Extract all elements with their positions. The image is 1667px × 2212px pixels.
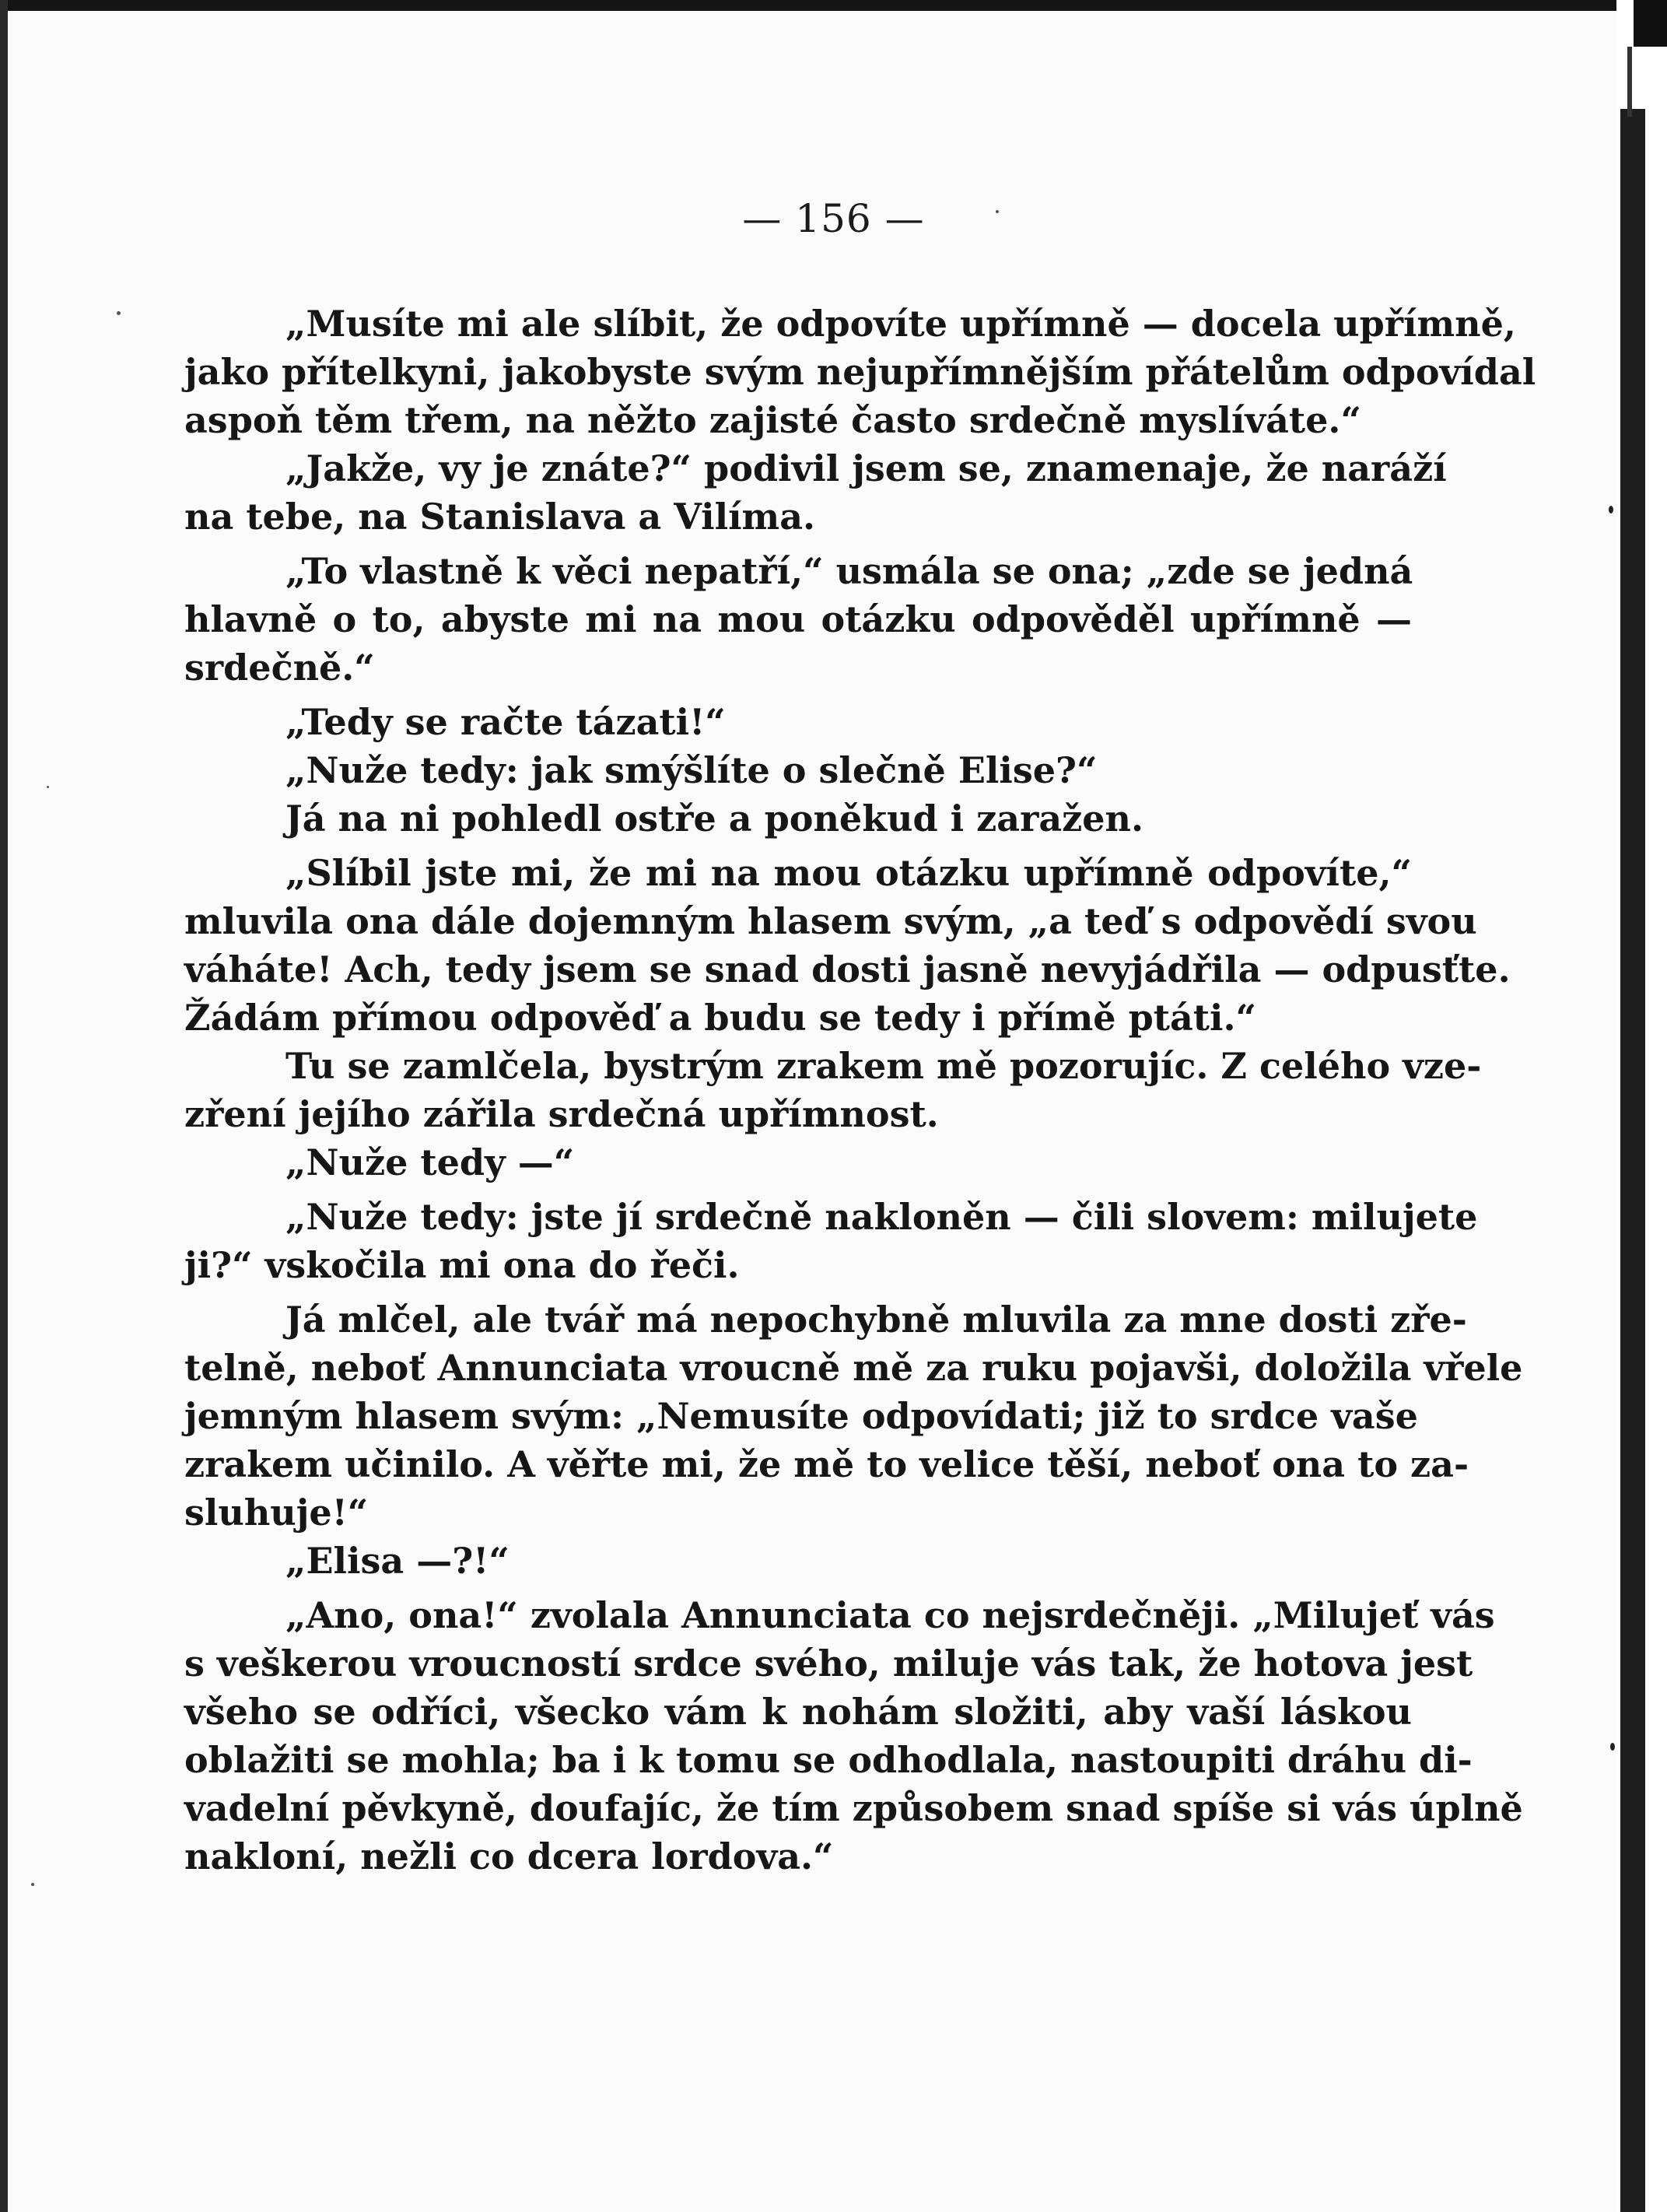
text-line: „Nuže tedy: jste jí srdečně nakloněn — čili slovem: milujete <box>285 1196 1478 1238</box>
text-line: „Ano, ona!“ zvolala Annunciata co nejsrdečněji. „Milujeť vás <box>285 1594 1495 1636</box>
page-number: — 156 — <box>742 196 925 241</box>
text-line: s veškerou vroucností srdce svého, miluje vás tak, že hotova jest <box>184 1642 1473 1684</box>
scan-border-right <box>1620 109 1645 2212</box>
text-line: „Elisa —?!“ <box>285 1540 510 1582</box>
text-line: sluhuje!“ <box>184 1492 369 1534</box>
text-line: vadelní pěvkyně, doufajíc, že tím způsobem snad spíše si vás úplně <box>184 1787 1523 1829</box>
text-line: Já mlčel, ale tvář má nepochybně mluvila za mne dosti zře- <box>285 1299 1467 1341</box>
text-line: Já na ni pohledl ostře a poněkud i zaražen. <box>285 798 1143 840</box>
text-line: oblažiti se mohla; ba i k tomu se odhodlala, nastoupiti dráhu di- <box>184 1739 1473 1781</box>
text-line: Žádám přímou odpověď a budu se tedy i přímě ptáti.“ <box>184 997 1256 1039</box>
text-line: „Musíte mi ale slíbit, že odpovíte upřímně — docela upřímně, <box>285 303 1516 345</box>
paper-speck <box>1609 506 1613 514</box>
text-line: hlavně o to, abyste mi na mou otázku odpověděl upřímně — <box>184 598 1412 640</box>
text-line: „Jakže, vy je znáte?“ podivil jsem se, znamenaje, že naráží <box>285 447 1447 489</box>
text-line: na tebe, na Stanislava a Vilíma. <box>184 496 816 538</box>
paper-speck <box>1610 1743 1615 1751</box>
body-text <box>184 300 1536 1881</box>
scan-border-top <box>0 0 1667 11</box>
scan-border-corner <box>1634 0 1667 47</box>
text-line: aspoň těm třem, na něžto zajisté často srdečně myslíváte.“ <box>184 399 1361 441</box>
text-line: nakloní, nežli co dcera lordova.“ <box>184 1835 834 1877</box>
text-line: „Nuže tedy —“ <box>285 1141 575 1183</box>
text-line: jako přítelkyni, jakobyste svým nejupřímnějším přátelům odpovídal <box>184 351 1536 393</box>
paper-speck <box>47 786 49 788</box>
paper-speck <box>117 311 121 315</box>
text-line: „Slíbil jste mi, že mi na mou otázku upřímně odpovíte,“ <box>285 852 1412 894</box>
text-line: váháte! Ach, tedy jsem se snad dosti jasně nevyjádřila — odpusťte. <box>184 948 1511 990</box>
scan-border-tick <box>1627 47 1632 117</box>
paper-speck <box>31 1883 34 1886</box>
text-line: Tu se zamlčela, bystrým zrakem mě pozorujíc. Z celého vze- <box>285 1045 1482 1087</box>
text-line: ji?“ vskočila mi ona do řeči. <box>184 1244 740 1286</box>
text-line: telně, neboť Annunciata vroucně mě za ruku pojavši, doložila vřele <box>184 1347 1523 1389</box>
text-line: mluvila ona dále dojemným hlasem svým, „a teď s odpovědí svou <box>184 900 1477 942</box>
text-line: srdečně.“ <box>184 647 375 689</box>
text-line: všeho se odříci, všecko vám k nohám složiti, aby vaší láskou <box>184 1691 1412 1733</box>
text-line: „Nuže tedy: jak smýšlíte o slečně Elise?“ <box>285 749 1098 791</box>
text-line: „To vlastně k věci nepatří,“ usmála se ona; „zde se jedná <box>285 550 1413 592</box>
text-line: zrakem učinilo. A věřte mi, že mě to velice těší, neboť ona to za- <box>184 1443 1469 1485</box>
text-line: zření jejího zářila srdečná upřímnost. <box>184 1093 939 1135</box>
text-line: „Tedy se račte tázati!“ <box>285 701 726 743</box>
scan-border-left <box>0 0 8 2212</box>
text-line: jemným hlasem svým: „Nemusíte odpovídati; již to srdce vaše <box>184 1395 1418 1437</box>
